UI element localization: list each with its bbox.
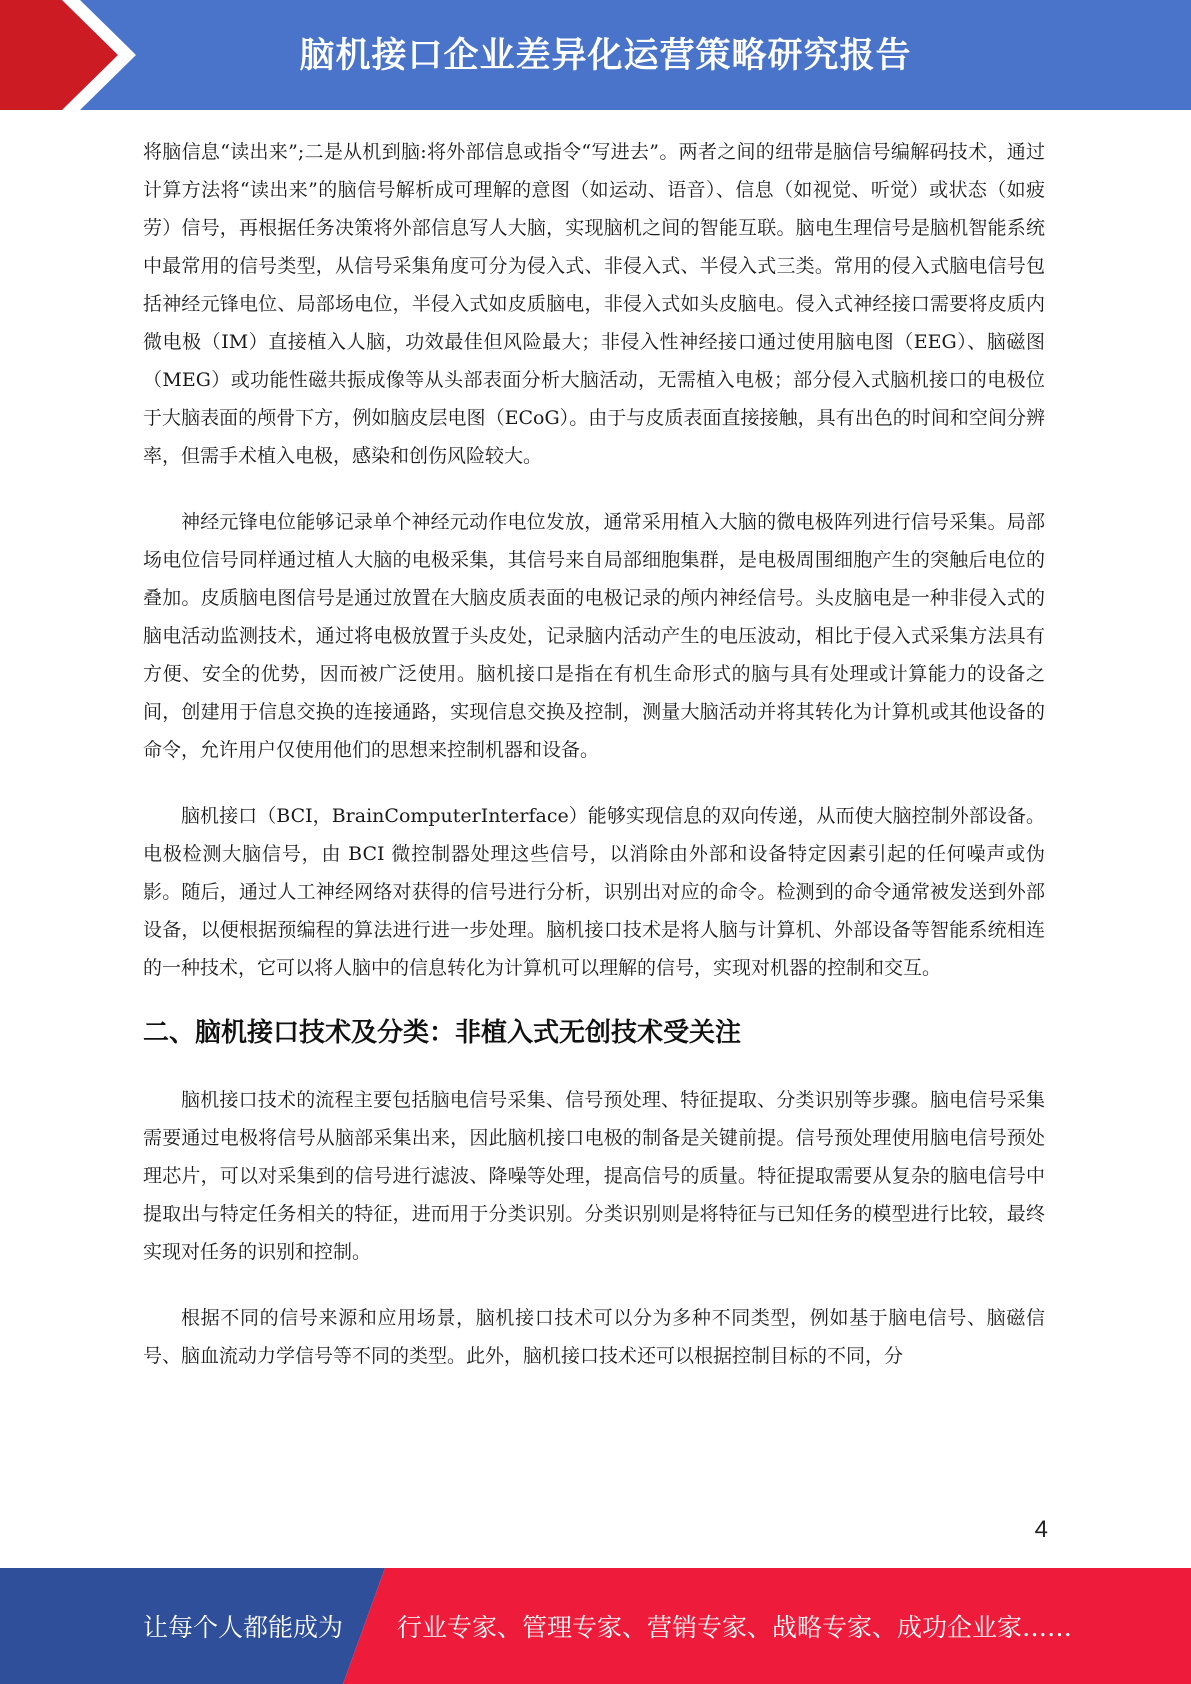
body-paragraph: 神经元锋电位能够记录单个神经元动作电位发放，通常采用植入大脑的微电极阵列进行信号采集。局部场电位信号同样通过植人大脑的电极采集，其信号来自局部细胞集群，是电极周围细胞产生的突触后电位的叠加。皮质脑电图信号是通过放置在大脑皮质表面的电极记录的颅内神经信号。头皮脑电是一种非侵入式的脑电活动监测技术，通过将电极放置于头皮处，记录脑内活动产生的电压波动，相比于侵入式采集方法具有方便、安全的优势，因而被广泛使用。脑机接口是指在有机生命形式的脑与具有处理或计算能力的设备之间，创建用于信息交换的连接通路，实现信息交换及控制，测量大脑活动并将其转化为计算机或其他设备的命令，允许用户仅使用他们的思想来控制机器和设备。 — [143, 511, 1045, 761]
body-paragraph: 脑机接口技术的流程主要包括脑电信号采集、信号预处理、特征提取、分类识别等步骤。脑电信号采集需要通过电极将信号从脑部采集出来，因此脑机接口电极的制备是关键前提。信号预处理使用脑电信号预处理芯片，可以对采集到的信号进行滤波、降噪等处理，提高信号的质量。特征提取需要从复杂的脑电信号中提取出与特定任务相关的特征，进而用于分类识别。分类识别则是将特征与已知任务的模型进行比较，最终实现对任务的识别和控制。 — [143, 1089, 1045, 1263]
report-title: 脑机接口企业差异化运营策略研究报告 — [299, 36, 912, 76]
footer-slogan-right: 行业专家、管理专家、营销专家、战略专家、成功企业家…… — [397, 1613, 1073, 1642]
page-header — [0, 0, 1191, 110]
body-paragraph: 脑机接口（BCI，BrainComputerInterface）能够实现信息的双向传递，从而使大脑控制外部设备。电极检测大脑信号，由 BCI 微控制器处理这些信号，以消除由外部和设备特定因素引起的任何噪声或伪影。随后，通过人工神经网络对获得的信号进行分析，识别出对应的命令。检测到的命令通常被发送到外部设备，以便根据预编程的算法进行进一步处理。脑机接口技术是将人脑与计算机、外部设备等智能系统相连的一种技术，它可以将人脑中的信息转化为计算机可以理解的信号，实现对机器的控制和交互。 — [143, 805, 1045, 979]
page-footer — [0, 1568, 1191, 1684]
footer-slogan-left: 让每个人都能成为 — [143, 1613, 344, 1642]
page-number: 4 — [1034, 1516, 1048, 1543]
body-paragraph: 根据不同的信号来源和应用场景，脑机接口技术可以分为多种不同类型，例如基于脑电信号、脑磁信号、脑血流动力学信号等不同的类型。此外，脑机接口技术还可以根据控制目标的不同，分 — [143, 1307, 1045, 1367]
main-content — [143, 133, 1045, 1403]
body-paragraph: 将脑信息“读出来”;二是从机到脑:将外部信息或指令“写进去”。两者之间的纽带是脑信号编解码技术，通过计算方法将“读出来”的脑信号解析成可理解的意图（如运动、语音）、信息（如视觉、听觉）或状态（如疲劳）信号，再根据任务决策将外部信息写人大脑，实现脑机之间的智能互联。脑电生理信号是脑机智能系统中最常用的信号类型，从信号采集角度可分为侵入式、非侵入式、半侵入式三类。常用的侵入式脑电信号包括神经元锋电位、局部场电位，半侵入式如皮质脑电，非侵入式如头皮脑电。侵入式神经接口需要将皮质内微电极（IM）直接植入人脑，功效最佳但风险最大；非侵入性神经接口通过使用脑电图（EEG）、脑磁图（MEG）或功能性磁共振成像等从头部表面分析大脑活动，无需植入电极；部分侵入式脑机接口的电极位于大脑表面的颅骨下方，例如脑皮层电图（ECoG）。由于与皮质表面直接接触，具有出色的时间和空间分辨率，但需手术植入电极，感染和创伤风险较大。 — [143, 141, 1045, 467]
section-heading: 二、脑机接口技术及分类：非植入式无创技术受关注 — [143, 1018, 742, 1048]
